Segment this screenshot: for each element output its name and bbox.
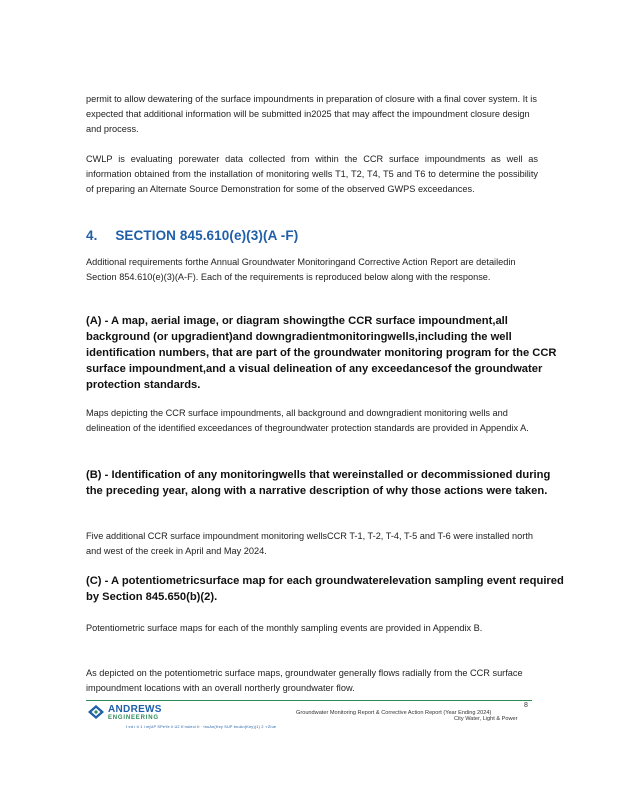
section-title: SECTION 845.610(e)(3)(A -F) — [115, 228, 299, 243]
requirement-b-heading: (B) - Identification of any monitoringwells that wereinstalled or decommissioned during the preceding year, along with a narrative description of why those actions were taken. — [86, 469, 551, 497]
andrews-logo — [88, 704, 168, 722]
requirement-c-heading: (C) - A potentiometricsurface map for each groundwaterelevation sampling event required by Section 845.650(b)(2). — [86, 575, 564, 603]
section-intro: Additional requirements forthe Annual Groundwater Monitoringand Corrective Action Report are detailedin Section 854.610(e)(3)(A-F). Each of the requirements is reproduced below along with the response. — [86, 257, 516, 282]
logo-sub: ENGINEERING — [108, 715, 159, 721]
requirement-a-heading: (A) - A map, aerial image, or diagram showingthe CCR surface impoundment,all background (or upgradient)and downgradientmonitoringwells,including the well identification numbers, that are part of the groundwater monitoring program for the CCR surface impoundment,and a visual delineation of any exceedancesof the groundwater protection standards. — [86, 315, 557, 391]
logo-mark-icon — [88, 705, 104, 719]
paragraph-dewatering: permit to allow dewatering of the surface impoundments in preparation of closure with a final cover system. It is expected that additional information will be submitted in2025 that may affect the impoundment closure design and process. — [86, 94, 537, 134]
requirement-a-response: Maps depicting the CCR surface impoundments, all background and downgradient monitoring wells and delineation of the identified exceedances of thegroundwater protection standards are provided in Appendix A. — [86, 408, 529, 433]
requirement-b-response: Five additional CCR surface impoundment monitoring wellsCCR T-1, T-2, T-4, T-5 and T-6 were installed north and west of the creek in April and May 2024. — [86, 531, 533, 556]
requirement-c-response-2: As depicted on the potentiometric surface maps, groundwater generally flows radially from the CCR surface impoundment locations with an overall northerly groundwater flow. — [86, 668, 523, 693]
footer-client: City Water, Light & Power — [454, 716, 518, 722]
footer-rule — [86, 700, 532, 701]
footer-report-title: Groundwater Monitoring Report & Corrective Action Report (Year Ending 2024) — [296, 710, 492, 716]
requirement-c-response: Potentiometric surface maps for each of the monthly sampling events are provided in Appendix B. — [86, 623, 483, 633]
page-number: 8 — [524, 702, 528, 709]
footer-fine-print: f ed i ti 1 i mjUP SPeYe ii U2 K'nulect tl · tnuAn(Key SUP tnuAn(Key)(1) 2 ·rZIue — [126, 725, 277, 729]
paragraph-porewater: CWLP is evaluating porewater data collected from within the CCR surface impoundments as well as information obtained from the installation of monitoring wells T1, T2, T4, T5 and T6 to determine the possibility of preparing an Alternate Source Demonstration for some of the observed GWPS exceedances. — [86, 154, 538, 194]
section-heading — [86, 228, 298, 243]
logo-name: ANDREWS — [108, 704, 162, 715]
section-number: 4. — [86, 228, 98, 243]
